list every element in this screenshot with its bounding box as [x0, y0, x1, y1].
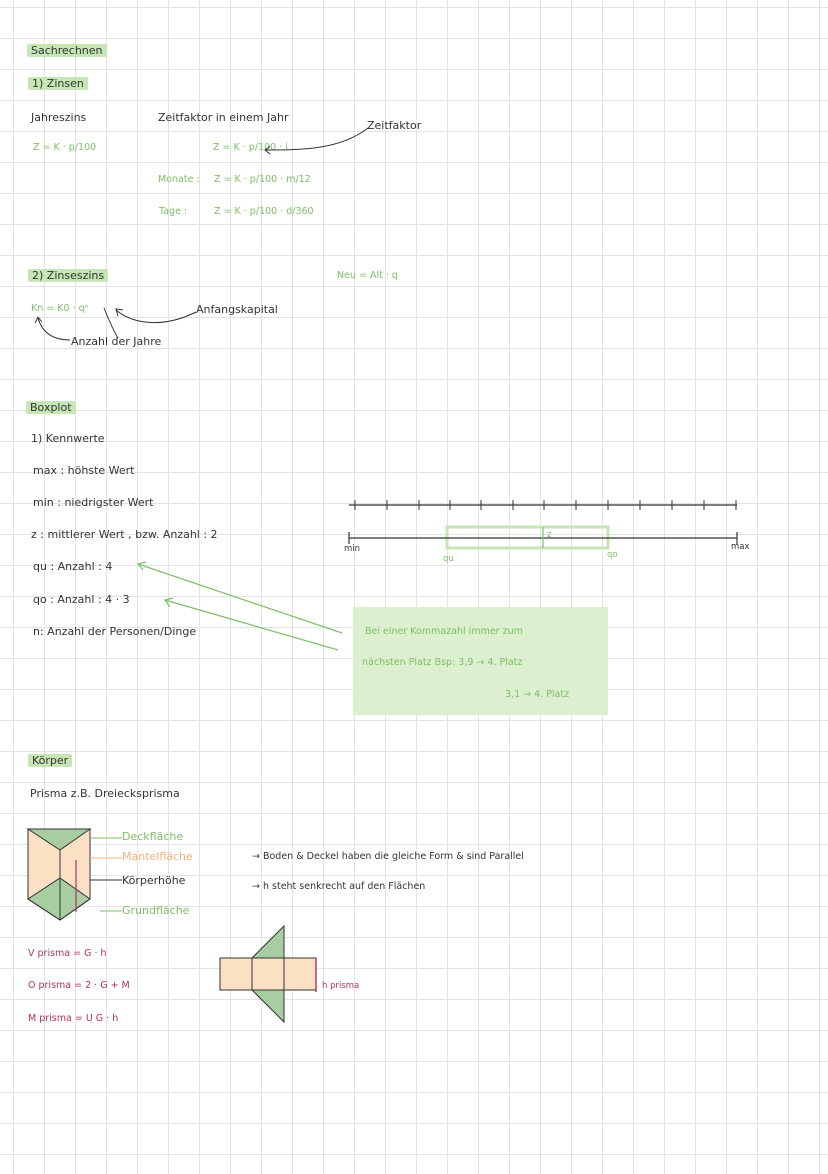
prism-figure	[28, 829, 122, 920]
anzahl-jahre-label: Anzahl der Jahre	[71, 335, 162, 348]
note-line-3: 3,1 → 4. Platz	[505, 689, 570, 700]
max-line: max : höhste Wert	[33, 464, 135, 477]
o-formula: O prisma = 2 · G + M	[28, 980, 130, 991]
koerperhoehe-label: Körperhöhe	[122, 874, 186, 887]
kennwerte-heading: 1) Kennwerte	[31, 432, 105, 445]
koerper-heading: Körper	[28, 754, 72, 767]
boxplot-figure	[349, 527, 737, 548]
exponent-arrow	[104, 308, 118, 338]
number-line-top	[349, 500, 737, 510]
deckflaeche-label: Deckfläche	[122, 830, 184, 843]
n-line: n: Anzahl der Personen/Dinge	[33, 625, 197, 638]
anzahl-jahre-arrow	[38, 318, 70, 340]
fact-2: → h steht senkrecht auf den Flächen	[252, 881, 426, 892]
axis-label-min: min	[344, 544, 361, 554]
grundflaeche-label: Grundfläche	[122, 904, 190, 917]
mantelflaeche-label: Mantelfläche	[122, 850, 193, 863]
m-formula: M prisma = U G · h	[28, 1013, 119, 1024]
note-arrows	[138, 562, 342, 650]
monate-formula: Z = K · p/100 · m/12	[214, 174, 311, 185]
page-title: Sachrechnen	[27, 44, 107, 57]
jahreszins-label: Jahreszins	[31, 111, 87, 124]
neu-formula: Neu = Alt · q	[337, 270, 398, 281]
tage-label: Tage :	[159, 206, 188, 217]
min-line: min : niedrigster Wert	[33, 496, 154, 509]
h-prisma-label: h prisma	[322, 981, 360, 991]
anfangskapital-label: Anfangskapital	[196, 303, 278, 316]
zeitfaktor-jahr-label: Zeitfaktor in einem Jahr	[158, 111, 289, 124]
fact-1: → Boden & Deckel haben die gleiche Form & sind Parallel	[252, 851, 524, 862]
anfangskapital-arrow	[116, 310, 196, 323]
zeitfaktor-jahr-formula: Z = K · p/100 · i	[213, 142, 288, 153]
qu-line: qu : Anzahl : 4	[33, 560, 113, 573]
z-line: z : mittlerer Wert , bzw. Anzahl : 2	[31, 528, 218, 541]
zinseszins-heading: 2) Zinseszins	[28, 269, 108, 282]
zeitfaktor-label: Zeitfaktor	[367, 119, 422, 132]
zinsen-heading: 1) Zinsen	[28, 77, 88, 90]
zeitfaktor-arrow	[265, 128, 368, 150]
prism-net	[220, 926, 316, 1022]
monate-label: Monate :	[158, 174, 200, 185]
qo-line: qo : Anzahl : 4 · 3	[33, 593, 130, 606]
note-line-2: nächsten Platz Bsp: 3,9 → 4. Platz	[362, 657, 523, 668]
boxplot-heading: Boxplot	[26, 401, 76, 414]
axis-label-z: z	[547, 530, 552, 540]
note-line-1: Bei einer Kommazahl immer zum	[365, 626, 523, 637]
jahreszins-formula: Z = K · p/100	[33, 142, 97, 153]
zinseszins-formula: Kn = K0 · qⁿ	[31, 303, 89, 314]
axis-label-qo: qo	[607, 550, 618, 560]
tage-formula: Z = K · p/100 · d/360	[214, 206, 314, 217]
prisma-label: Prisma z.B. Dreiecksprisma	[30, 787, 180, 800]
axis-label-max: max	[731, 542, 750, 552]
v-formula: V prisma = G · h	[28, 948, 107, 959]
axis-label-qu: qu	[443, 554, 454, 564]
